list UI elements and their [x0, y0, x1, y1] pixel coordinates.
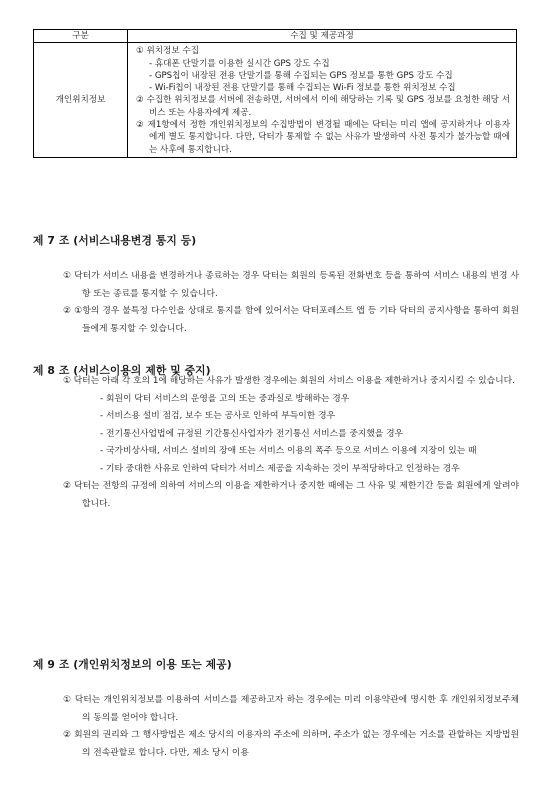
article-7-item-2: ② ①항의 경우 불특정 다수인을 상대로 통지를 함에 있어서는 닥터포레스트 앱 등 기타 닥터의 공지사항을 통하여 회원들에게 통지할 수 있습니다. — [63, 306, 519, 334]
article-8-item-1: ① 닥터는 아래 각 호의 1에 해당하는 사유가 발생한 경우에는 회원의 서비스 이용을 제한하거나 중지시킬 수 있습니다. — [63, 376, 515, 386]
article-8-sub-5: - 기타 중대한 사유로 인하여 닥터가 서비스 제공을 지속하는 것이 부적당하다고 인정하는 경우 — [100, 463, 460, 474]
table-row-content — [128, 43, 517, 158]
table-header-category: 구분 — [34, 30, 128, 43]
article-7-title: 제 7 조 (서비스내용변경 통지 등) — [33, 234, 197, 247]
list-item: ① 위치정보 수집 — [136, 46, 199, 57]
article-8-sub-2: - 서비스용 설비 점검, 보수 또는 공사로 인하여 부득이한 경우 — [100, 411, 336, 421]
list-item: ② 수집한 위치정보를 서버에 전송하면, 서버에서 이에 해당하는 기록 및 GPS 정보를 요청한 해당 서비스 또는 사용자에게 제공. — [136, 95, 510, 118]
table-header-row — [34, 30, 517, 43]
list-item: ② 제1항에서 정한 개인위치정보의 수집방법이 변경될 때에는 닥터는 미리 앱에 공지하거나 이용자에게 별도 통지합니다. 다만, 닥터가 통제할 수 없는 사유가 발생하여 사전 통지가 불가능할 때에는 사후에 통지합니다. — [136, 120, 510, 155]
article-9-item-2: ② 회원의 권리와 그 행사방법은 제소 당시의 이용자의 주소에 의하며, 주소가 없는 경우에는 거소를 관할하는 지방법원의 전속관할로 합니다. 다만, 제소 당시 이용 — [63, 730, 519, 758]
location-info-table — [33, 29, 517, 158]
article-8-sub-1: - 회원이 닥터 서비스의 운영을 고의 또는 중과실로 방해하는 경우 — [100, 393, 350, 404]
article-9-title: 제 9 조 (개인위치정보의 이용 또는 제공) — [33, 658, 232, 671]
article-8-title: 제 8 조 (서비스이용의 제한 및 중지) — [33, 364, 211, 377]
table-row — [34, 43, 517, 158]
table-header-process: 수집 및 제공과정 — [128, 30, 517, 43]
list-item: - Wi-Fi칩이 내장된 전용 단말기를 통해 수집되는 Wi-Fi 정보를 통한 위치정보 수집 — [149, 83, 456, 94]
article-8-sub-3: - 전기통신사업법에 규정된 기간통신사업자가 전기통신 서비스를 중지했을 경우 — [100, 428, 404, 439]
list-item: - 휴대폰 단말기를 이용한 실시간 GPS 강도 수집 — [149, 58, 330, 69]
article-9-body — [63, 692, 519, 762]
list-item: - GPS칩이 내장된 전용 단말기를 통해 수집되는 GPS 정보를 통한 GPS 강도 수집 — [149, 70, 453, 81]
article-7-item-1: ① 닥터가 서비스 내용을 변경하거나 종료하는 경우 닥터는 회원의 등록된 전화번호 등을 통하여 서비스 내용의 변경 사항 또는 종료를 통지할 수 있습니다. — [63, 271, 519, 299]
article-9-item-1: ① 닥터는 개인위치정보를 이용하여 서비스를 제공하고자 하는 경우에는 미리 이용약관에 명시한 후 개인위치정보주체의 동의를 얻어야 합니다. — [63, 695, 519, 723]
table-row-label: 개인위치정보 — [34, 43, 128, 158]
article-8-item-2: ② 닥터는 전항의 규정에 의하여 서비스의 이용을 제한하거나 중지한 때에는 그 사유 및 제한기간 등을 회원에게 알려야 합니다. — [63, 481, 519, 509]
article-8-sub-4: - 국가비상사태, 서비스 설비의 장애 또는 서비스 이용의 폭주 등으로 서비스 이용에 지장이 있는 때 — [100, 446, 477, 456]
article-8-body — [63, 373, 519, 513]
article-7-body — [63, 268, 519, 338]
